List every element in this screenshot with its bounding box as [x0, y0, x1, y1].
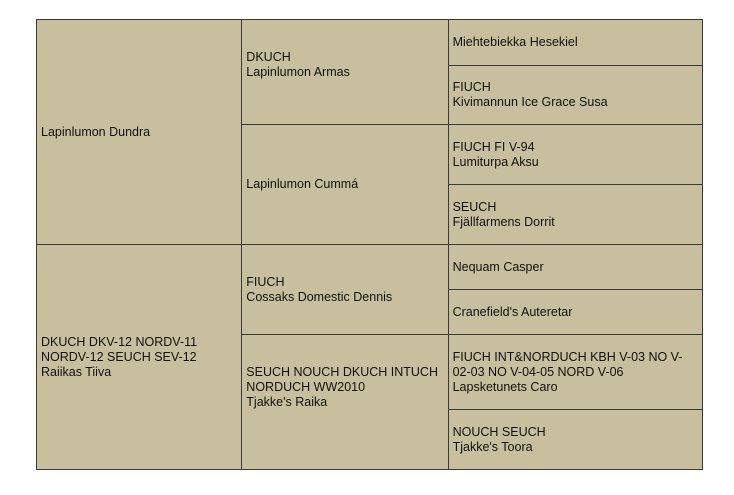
dam-sire-dam-cell — [448, 290, 702, 335]
dam-cell — [37, 245, 242, 470]
sire-dam-sire-cell — [448, 125, 702, 185]
sire-sire-dam-cell — [448, 66, 702, 125]
sire-cell — [37, 20, 242, 245]
dam-sire-sire-name: Nequam Casper — [452, 259, 544, 274]
dam-sire-title: FIUCH — [246, 274, 285, 289]
pedigree-table — [36, 19, 703, 470]
sire-dam-sire-title: FIUCH FI V-94 — [452, 139, 535, 154]
sire-dam-dam-title: SEUCH — [452, 199, 497, 214]
sire-sire-sire-cell — [448, 20, 702, 66]
sire-sire-name: Lapinlumon Armas — [246, 65, 350, 79]
dam-dam-dam-name: Tjakke's Toora — [452, 439, 533, 454]
dam-dam-dam-title: NOUCH SEUCH — [452, 424, 546, 439]
dam-name: Raiikas Tiiva — [41, 364, 112, 379]
dam-dam-title-1: SEUCH NOUCH DKUCH INTUCH — [246, 365, 438, 379]
dam-title-2: NORDV-12 SEUCH SEV-12 — [41, 349, 197, 364]
dam-dam-cell — [242, 335, 448, 470]
sire-name: Lapinlumon Dundra — [41, 124, 151, 139]
sire-dam-name: Lapinlumon Cummá — [246, 177, 359, 191]
sire-sire-dam-name: Kivimannun Ice Grace Susa — [452, 95, 608, 109]
dam-sire-name: Cossaks Domestic Dennis — [246, 289, 393, 304]
dam-sire-sire-cell — [448, 245, 702, 290]
dam-dam-dam-cell — [448, 410, 702, 470]
dam-sire-cell — [242, 245, 448, 335]
dam-title-1: DKUCH DKV-12 NORDV-11 — [41, 334, 198, 349]
sire-sire-dam-title: FIUCH — [452, 80, 491, 94]
dam-dam-title-2: NORDUCH WW2010 — [246, 380, 366, 394]
dam-dam-sire-cell — [448, 335, 702, 410]
dam-dam-sire-title-2: 02-03 NO V-04-05 NORD V-06 — [452, 364, 624, 379]
sire-sire-sire-name: Miehtebiekka Hesekiel — [452, 35, 578, 49]
dam-dam-name: Tjakke's Raika — [246, 395, 328, 409]
sire-dam-dam-cell — [448, 185, 702, 245]
sire-sire-cell — [242, 20, 448, 125]
sire-sire-title: DKUCH — [246, 50, 291, 64]
dam-sire-dam-name: Cranefield's Auteretar — [452, 304, 573, 319]
dam-dam-sire-name: Lapsketunets Caro — [452, 379, 558, 394]
dam-dam-sire-title-1: FIUCH INT&NORDUCH KBH V-03 NO V- — [452, 349, 683, 364]
sire-dam-cell — [242, 125, 448, 245]
sire-dam-sire-name: Lumiturpa Aksu — [452, 154, 539, 169]
sire-dam-dam-name: Fjällfarmens Dorrit — [452, 214, 555, 229]
